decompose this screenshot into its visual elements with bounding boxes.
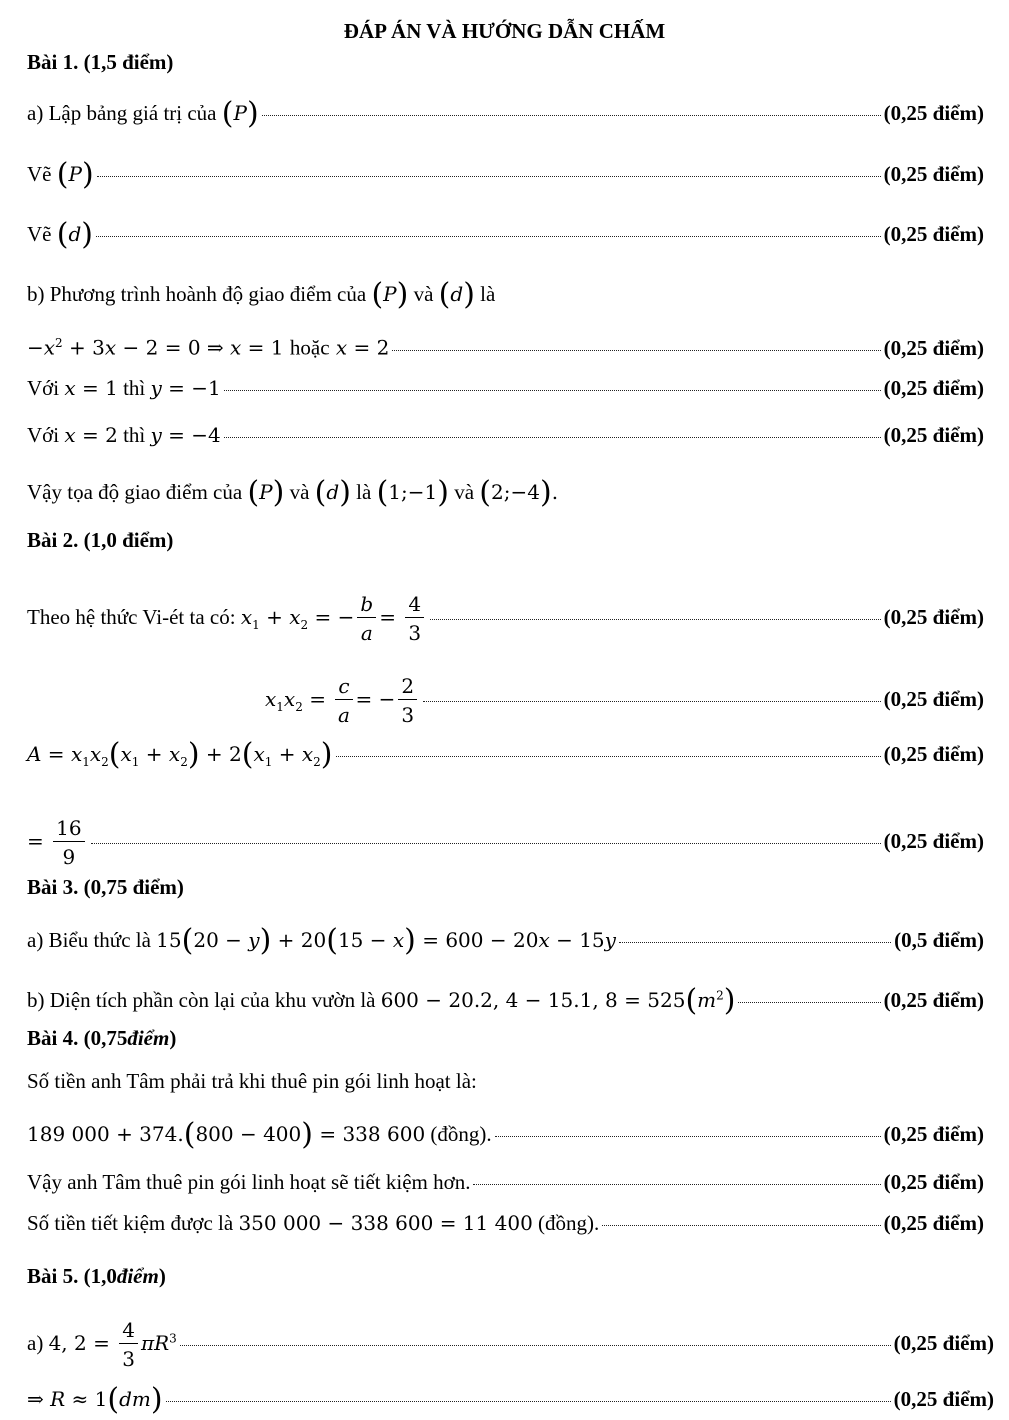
dot-leader	[166, 1401, 891, 1402]
points-label: (0,25 điểm)	[883, 1170, 984, 1194]
bai4-conclusion-line: Vậy anh Tâm thuê pin gói linh hoạt sẽ tiết kiệm hơn. (0,25 điểm)	[27, 1170, 984, 1194]
bai2-product-line: $x_1x_2$ = $\frac{c}{a}$ = − $\frac{2}{3}$ (0,25 điểm)	[265, 674, 984, 727]
page-title: ĐÁP ÁN VÀ HƯỚNG DẪN CHẤM	[343, 19, 666, 43]
bai4-cost-line: 189 000 + 374.(800 − 400) = 338 600 (đồng). (0,25 điểm)	[27, 1117, 984, 1152]
points-label: (0,25 điểm)	[893, 1387, 994, 1411]
points-label: (0,25 điểm)	[883, 605, 984, 629]
bai2-result-line: = $\frac{16}{9}$ (0,25 điểm)	[27, 816, 984, 869]
bai1-voi-x1-line: Với x = 1 thì y = −1 (0,25 điểm)	[27, 376, 984, 400]
dot-leader	[262, 115, 881, 116]
points-label: (0,25 điểm)	[883, 1211, 984, 1235]
bai5-result-line: ⇒ R ≈ 1(dm) (0,25 điểm)	[27, 1382, 994, 1417]
bai5-heading: Bài 5. (1,0 điểm )	[27, 1264, 166, 1288]
points-label: (0,5 điểm)	[894, 928, 984, 952]
bai1-b-line: b) Phương trình hoành độ giao điểm của (P) và (d) là	[27, 277, 496, 312]
bai3-b-line: b) Diện tích phần còn lại của khu vườn là 600 − 20.2, 4 − 15.1, $8 = 525(m^2)$ (0,25 điểm)	[27, 983, 984, 1018]
bai2-heading: Bài 2. (1,0 điểm)	[27, 528, 174, 552]
points-label: (0,25 điểm)	[883, 829, 984, 853]
bai1-voi-x2-line: Với x = 2 thì y = −4 (0,25 điểm)	[27, 423, 984, 447]
dot-leader	[423, 701, 881, 702]
bai4-savings-line: Số tiền tiết kiệm được là 350 000 − 338 600 = 11 400 (đồng). (0,25 điểm)	[27, 1211, 984, 1235]
bai4-intro-line: Số tiền anh Tâm phải trả khi thuê pin gói linh hoạt là:	[27, 1069, 477, 1093]
bai1-a-line: a) Lập bảng giá trị của (P) (0,25 điểm)	[27, 96, 984, 131]
points-label: (0,25 điểm)	[883, 162, 984, 186]
bai1-equation-line: $-x^2 + 3x - 2 = 0$ ⇒ x = 1 hoặc x = 2 (0,25 điểm)	[27, 335, 984, 360]
dot-leader	[430, 619, 881, 620]
bai4-heading: Bài 4. (0,75 điểm )	[27, 1026, 177, 1050]
points-label: (0,25 điểm)	[883, 423, 984, 447]
bai3-heading: Bài 3. (0,75 điểm)	[27, 875, 184, 899]
points-label: (0,25 điểm)	[883, 1122, 984, 1146]
dot-leader	[473, 1184, 880, 1185]
bai1-ve-d-line: Vẽ (d) (0,25 điểm)	[27, 217, 984, 252]
dot-leader	[224, 437, 881, 438]
bai2-sum-line: Theo hệ thức Vi-ét ta có: $x_1 + x_2$ = − $\frac{b}{a}$ = $\frac{4}{3}$ (0,25 điểm)	[27, 592, 984, 645]
bai1-heading: Bài 1. (1,5 điểm)	[27, 50, 174, 74]
points-label: (0,25 điểm)	[883, 687, 984, 711]
dot-leader	[96, 236, 881, 237]
dot-leader	[738, 1002, 880, 1003]
dot-leader	[224, 390, 881, 391]
dot-leader	[392, 350, 880, 351]
dot-leader	[91, 843, 881, 844]
points-label: (0,25 điểm)	[883, 335, 984, 360]
points-label: (0,25 điểm)	[883, 988, 984, 1012]
dot-leader	[180, 1345, 891, 1346]
points-label: (0,25 điểm)	[883, 101, 984, 125]
points-label: (0,25 điểm)	[883, 222, 984, 246]
bai1-ve-p-line: Vẽ (P) (0,25 điểm)	[27, 157, 984, 192]
dot-leader	[336, 756, 881, 757]
points-label: (0,25 điểm)	[883, 742, 984, 766]
dot-leader	[97, 176, 881, 177]
dot-leader	[495, 1136, 881, 1137]
dot-leader	[619, 942, 891, 943]
bai2-A-line: $A = x_1x_2(x_1 + x_2) + 2(x_1 + x_2)$ (0,25 điểm)	[27, 737, 984, 772]
bai1-conclusion-line: Vậy tọa độ giao điểm của (P) và (d) là (1;−1) và (2;−4).	[27, 475, 559, 510]
bai3-a-line: a) Biểu thức là 15(20 − y) + 20(15 − x) = 600 − 20x − 15y (0,5 điểm)	[27, 923, 984, 958]
bai5-a-line: a) 4, 2 = $\frac{4}{3}$ $\pi R^3$ (0,25 điểm)	[27, 1318, 994, 1371]
points-label: (0,25 điểm)	[883, 376, 984, 400]
points-label: (0,25 điểm)	[893, 1331, 994, 1355]
dot-leader	[602, 1225, 880, 1226]
